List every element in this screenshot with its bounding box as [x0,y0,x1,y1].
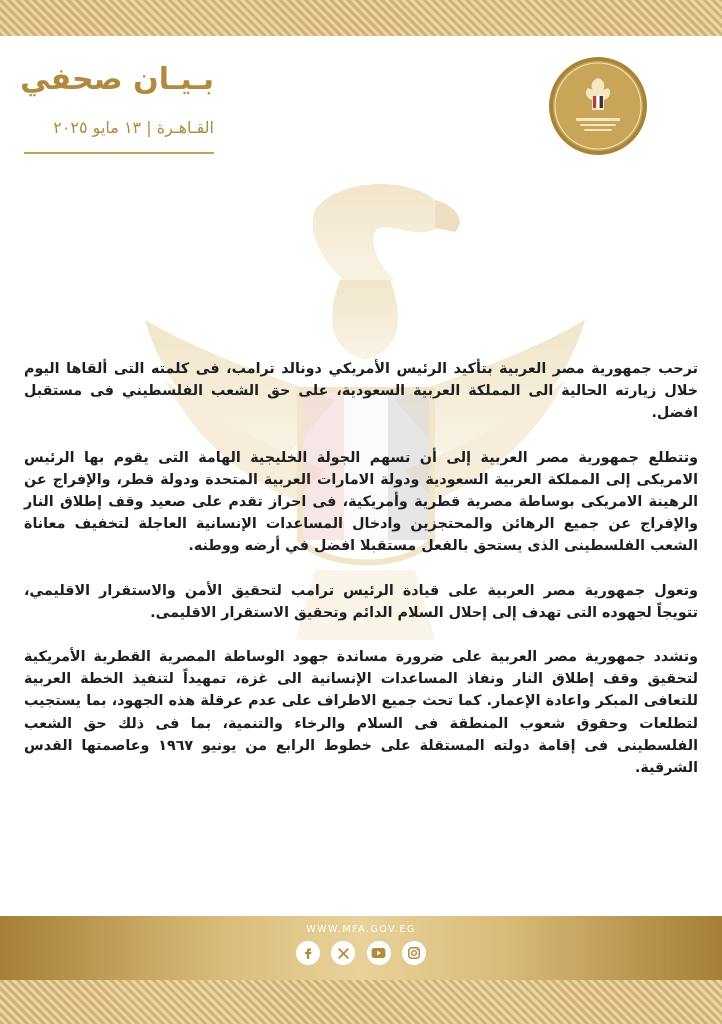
paragraph-3: وتعول جمهورية مصر العربية على قيادة الرئيس ترامب لتحقيق الأمن والاستقرار الاقليمي، تتويجاً لجهوده التى تهدف إلى إحلال السلام الدائم وتحقيق الاستقرار الاقليمى. [24,582,698,621]
dateline: القـاهـرة | ١٣ مايو ٢٠٢٥ [53,118,214,137]
youtube-icon[interactable] [367,941,391,965]
footer-bar [0,916,722,980]
ministry-seal-logo [548,56,648,156]
title-underline [24,152,214,154]
paragraph-2: وتتطلع جمهورية مصر العربية إلى أن تسهم الجولة الخليجية الهامة التى يقوم بها الرئيس الامريكى إلى المملكة العربية السعودية ودولة الامارات العربية المتحدة ودولة قطر، والإفراج عن الرهينة الامريكى بوساطة مصرية قطرية وأمريكية، فى احراز تقدم على صعيد وقف إطلاق النار والإفراج عن جميع الرهائن والمحتجزين وادخال المساعدات الإنسانية العاجلة لتخفيف معاناة الشعب الفلسطينى الذى يستحق بالفعل مستقبلا افضل في أرضه ووطنه. [24,449,698,555]
statement-body [24,358,698,801]
paragraph-4: وتشدد جمهورية مصر العربية على ضرورة مساندة جهود الوساطة المصرية القطرية الأمريكية لتحقيق وقف إطلاق النار ونفاذ المساعدات الإنسانية الى غزة، تمهيداً لتنفيذ الخطة العربية للتعافى المبكر واعادة الإعمار. كما تحث جميع الاطراف على عدم عرقلة هذه الجهود، بما يستجيب لتطلعات وحقوق شعوب المنطقة فى السلام والرخاء والتنمية، بما فى ذلك حق الشعب الفلسطينى فى إقامة دولته المستقلة على خطوط الرابع من يونيو ١٩٦٧ وعاصمتها القدس الشرقية. [24,649,698,777]
facebook-icon[interactable] [296,941,320,965]
bottom-decorative-band [0,980,722,1024]
paragraph-1: ترحب جمهورية مصر العربية بتأكيد الرئيس الأمريكي دونالد ترامب، فى كلمته التى ألقاها اليوم خلال زيارته الحالية الى المملكة العربية السعودية، على حق الشعب الفلسطيني فى مستقبل افضل. [24,361,698,422]
press-release-title: بـيـان صحفي [20,62,214,97]
top-decorative-band [0,0,722,36]
instagram-icon[interactable] [402,941,426,965]
x-icon[interactable] [331,941,355,965]
social-links [296,941,426,967]
website-url[interactable]: WWW.MFA.GOV.EG [306,924,416,935]
